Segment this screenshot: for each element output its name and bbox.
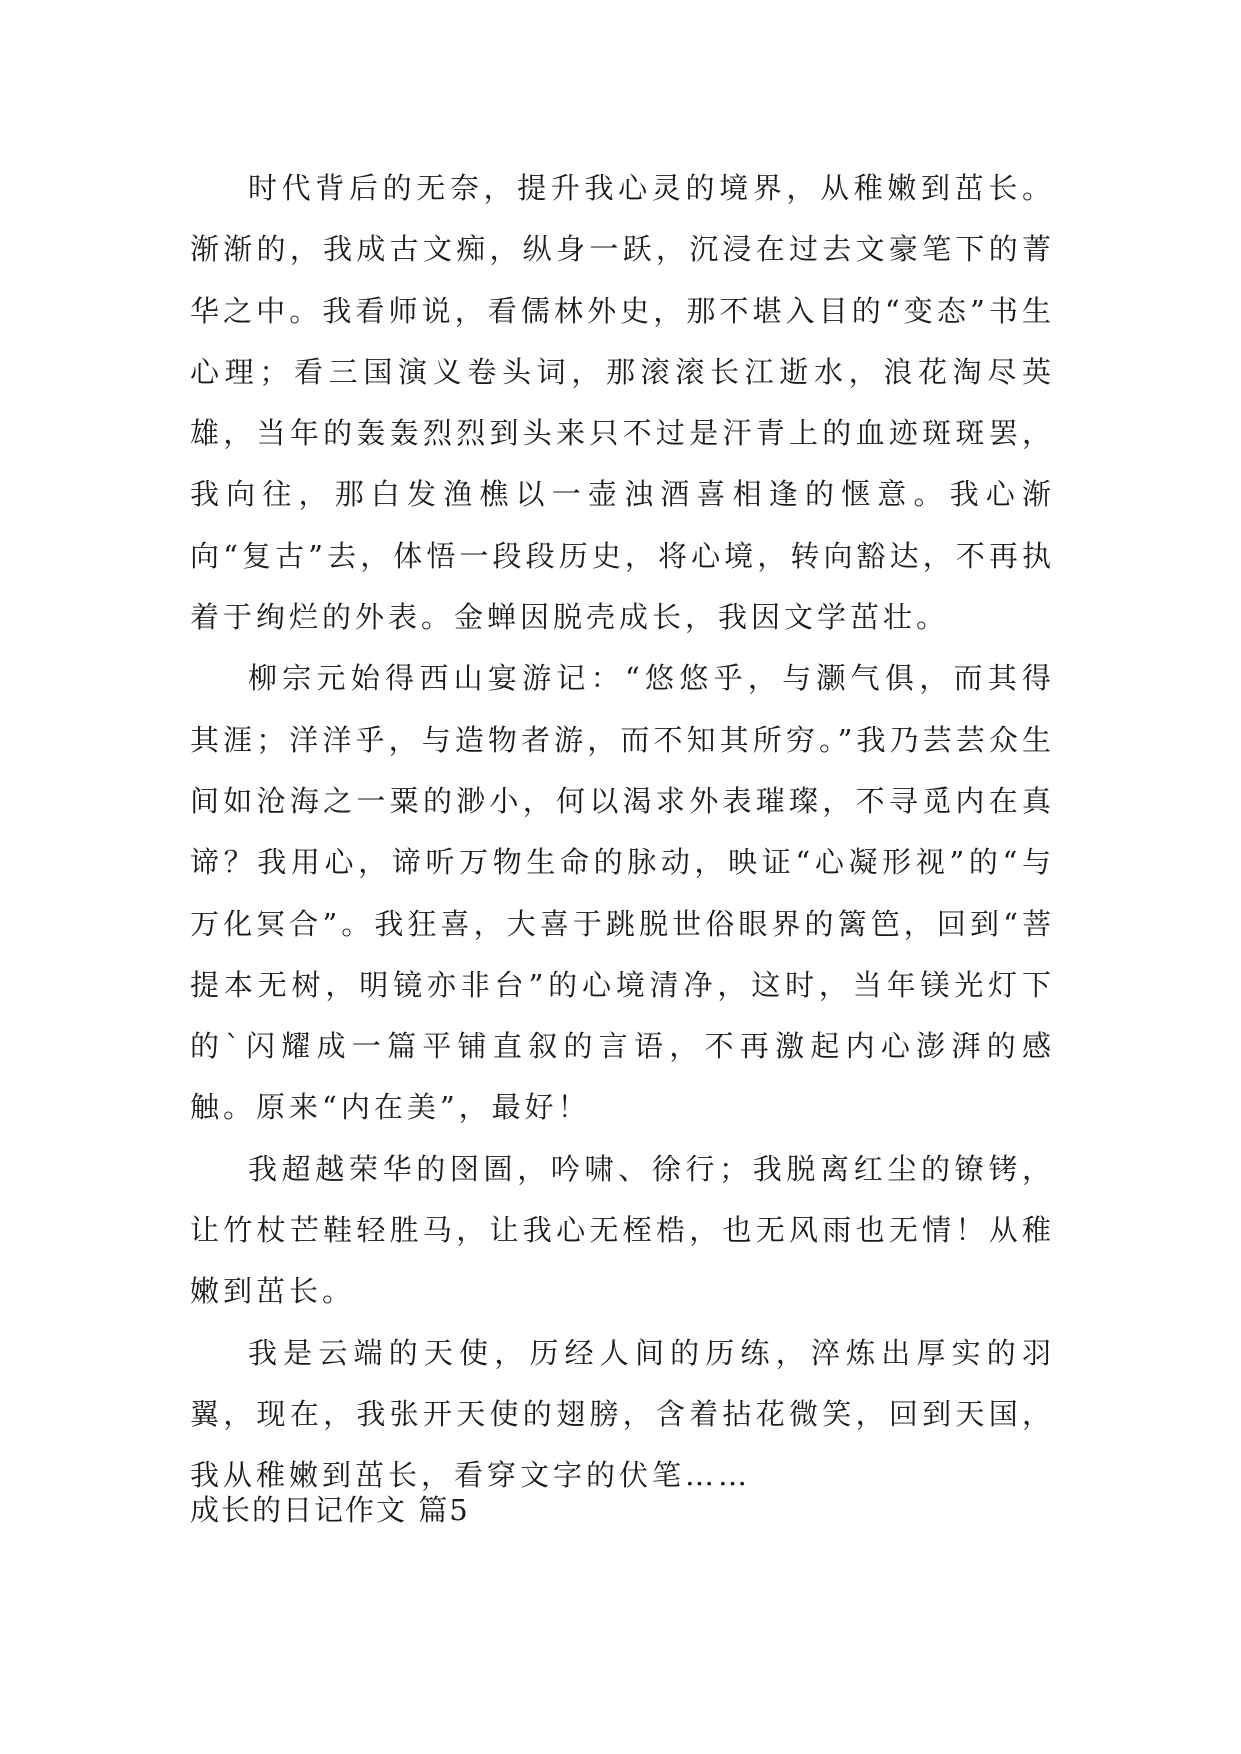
document-body bbox=[190, 158, 1055, 1507]
paragraph-4: 我是云端的天使，历经人间的历练，淬炼出厚实的羽翼，现在，我张开天使的翅膀，含着拈花微笑，回到天国，我从稚嫩到茁长，看穿文字的伏笔…… bbox=[190, 1335, 1055, 1493]
paragraph-2: 柳宗元始得西山宴游记：“悠悠乎，与灏气俱，而其得其涯；洋洋乎，与造物者游，而不知其所穷。”我乃芸芸众生间如沧海之一粟的渺小，何以渴求外表璀璨，不寻觅内在真谛？我用心，谛听万物生命的脉动，映证“心凝形视”的“与万化冥合”。我狂喜，大喜于跳脱世俗眼界的篱笆，回到“菩提本无树，明镜亦非台”的心境清净，这时，当年镁光灯下的`闪耀成一篇平铺直叙的言语，不再激起内心澎湃的感触。原来“内在美”，最好！ bbox=[190, 661, 1055, 1125]
section-heading: 成长的日记作文 篇5 bbox=[190, 1493, 470, 1527]
paragraph-1: 时代背后的无奈，提升我心灵的境界，从稚嫩到茁长。渐渐的，我成古文痴，纵身一跃，沉浸在过去文豪笔下的菁华之中。我看师说，看儒林外史，那不堪入目的“变态”书生心理；看三国演义卷头词，那滚滚长江逝水，浪花淘尽英雄，当年的轰轰烈烈到头来只不过是汗青上的血迹斑斑罢，我向往，那白发渔樵以一壶浊酒喜相逢的惬意。我心渐向“复古”去，体悟一段段历史，将心境，转向豁达，不再执着于绚烂的外表。金蝉因脱壳成长，我因文学茁壮。 bbox=[190, 171, 1055, 635]
paragraph-3: 我超越荣华的囹圄，吟啸、徐行；我脱离红尘的镣铐，让竹杖芒鞋轻胜马，让我心无桎梏，也无风雨也无情！从稚嫩到茁长。 bbox=[190, 1151, 1055, 1309]
